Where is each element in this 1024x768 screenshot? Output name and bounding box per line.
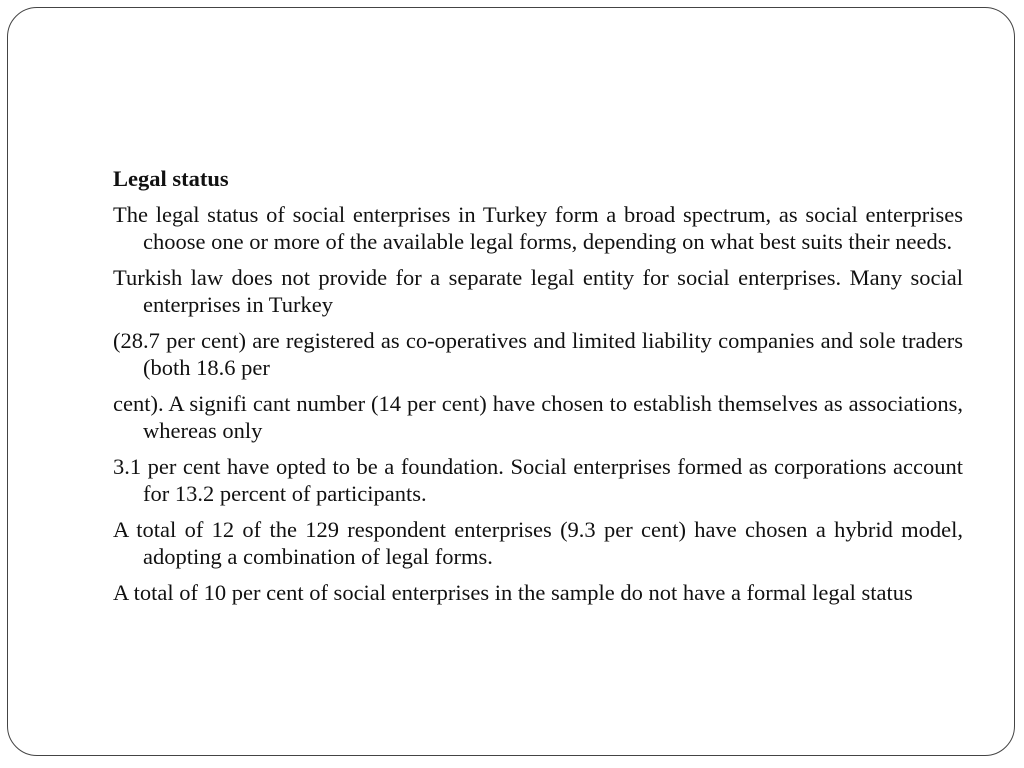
paragraph: A total of 10 per cent of social enterprises in the sample do not have a formal legal status [113, 579, 913, 605]
paragraph: A total of 12 of the 129 respondent enterprises (9.3 per cent) have chosen a hybrid model, adopting a combination of legal forms. [113, 516, 963, 569]
section-heading: Legal status [113, 166, 229, 191]
slide-content [113, 165, 963, 614]
paragraph: The legal status of social enterprises in Turkey form a broad spectrum, as social enterprises choose one or more of the available legal forms, depending on what best suits their needs. [113, 201, 963, 254]
paragraph: Turkish law does not provide for a separate legal entity for social enterprises. Many social enterprises in Turkey [113, 264, 963, 317]
paragraph: 3.1 per cent have opted to be a foundation. Social enterprises formed as corporations account for 13.2 percent of participants. [113, 453, 963, 506]
paragraph: (28.7 per cent) are registered as co-operatives and limited liability companies and sole traders (both 18.6 per [113, 327, 963, 380]
paragraph: cent). A signifi cant number (14 per cent) have chosen to establish themselves as associations, whereas only [113, 390, 963, 443]
